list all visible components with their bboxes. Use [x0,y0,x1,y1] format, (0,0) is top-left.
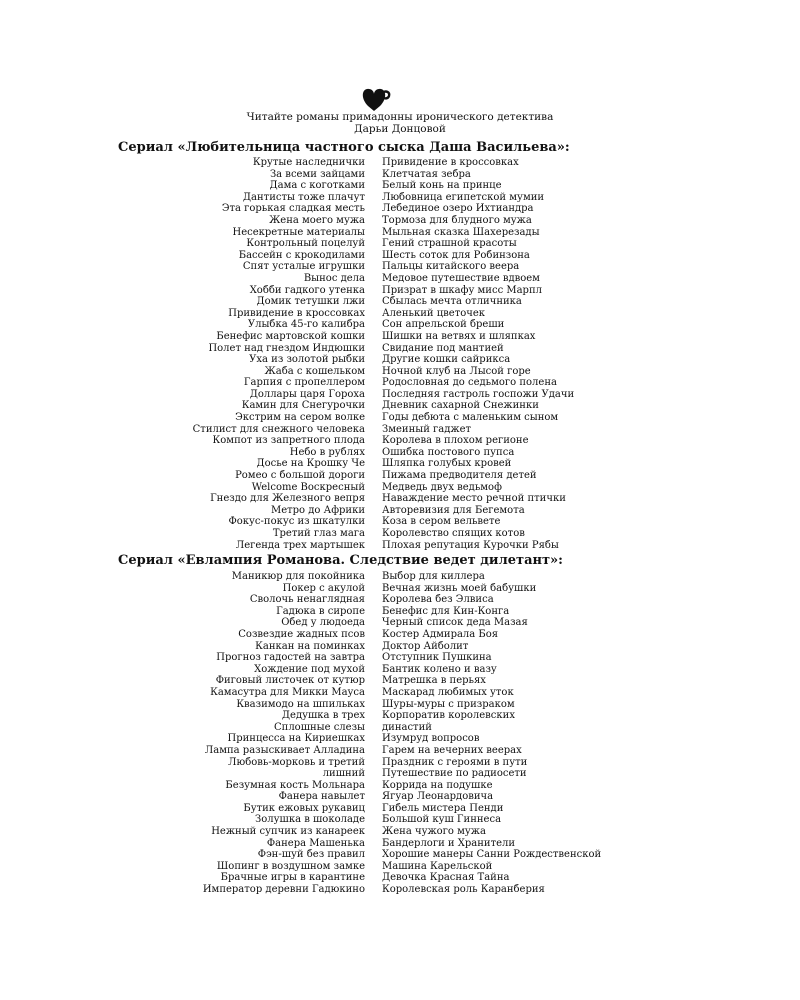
book-title-left: Welcome Воскресный [251,481,365,493]
book-title-right: Маскарад любимых уток [382,686,514,698]
book-title-left: Маникюр для покойника [231,571,365,582]
title-row [150,814,650,826]
book-title-right: Коза в сером вельвете [382,516,501,528]
heart-logo-icon [360,84,394,112]
book-title-left: Фэн-шуй без правил [257,849,365,861]
book-title-right: Белый конь на принце [382,180,502,192]
book-title-right: Другие кошки сайрикса [382,354,511,366]
book-title-left: Вынос дела [303,272,365,284]
book-title-left: Покер с акулой [282,582,365,594]
book-title-right: Гарем на вечерних веерах [382,744,522,756]
series-heading-evlampia: Сериал «Евлампия Романова. Следствие ведет дилетант»: [118,553,563,568]
book-title-left: Шопинг в воздушном замке [216,860,365,872]
title-row [150,169,650,181]
book-title-right: Любовница египетской мумии [382,191,545,203]
book-title-right: Пижама предводителя детей [382,470,537,482]
title-row [150,768,650,780]
title-row [150,377,650,389]
book-title-left: Гнездо для Железного вепря [210,493,365,505]
title-row [150,331,650,343]
book-title-left: За всеми зайцами [269,168,365,180]
book-title-left: Камасутра для Микки Мауса [210,686,365,698]
title-row [150,412,650,424]
title-row [150,203,650,215]
book-title-left: Бенефис мартовской кошки [216,330,365,342]
book-title-left: Золушка в шоколаде [255,814,365,826]
book-title-right: Шляпка голубых кровей [382,458,512,470]
book-title-left: Домик тетушки лжи [256,296,365,308]
book-title-left: Квазимодо на шпильках [236,698,365,710]
book-title-right: Дневник сахарной Снежинки [382,400,539,412]
book-title-left: Третий глаз мага [272,528,365,539]
title-row [150,722,650,734]
book-title-right: Вечная жизнь моей бабушки [382,582,537,594]
title-row [150,540,650,552]
book-title-right: Пальцы китайского веера [382,261,520,273]
title-row [150,319,650,331]
book-title-right: Родословная до седьмого полена [382,377,557,389]
book-title-left: Сволочь ненаглядная [249,594,365,606]
book-title-right: Годы дебюта с маленьким сыном [382,412,559,424]
book-title-left: Полет над гнездом Индюшки [208,342,365,354]
title-row [150,710,650,722]
book-title-left: Лампа разыскивает Алладина [204,744,365,756]
title-row [150,884,650,896]
book-title-right: династий [382,721,432,733]
title-row [150,435,650,447]
title-row [150,192,650,204]
title-row [150,861,650,873]
title-row [150,571,650,583]
book-title-right: Ягуар Леонардовича [382,791,494,803]
book-title-right: Ночной клуб на Лысой горе [382,365,531,377]
intro-line: Читайте романы примадонны иронического детектива [246,111,554,123]
book-title-left: Крутые наследнички [252,157,365,168]
book-title-left: Жаба с кошельком [264,365,365,377]
title-row [150,482,650,494]
book-title-left: Камин для Снегурочки [241,400,365,412]
title-row [150,664,650,676]
book-title-left: Дама с коготками [269,180,365,192]
book-title-right: Шесть соток для Робинзона [382,249,530,261]
title-row [150,849,650,861]
book-title-left: Канкан на поминках [255,640,365,652]
book-title-right: Привидение в кроссовках [382,157,519,168]
title-row [150,687,650,699]
title-row [150,629,650,641]
title-row [150,470,650,482]
title-row [150,505,650,517]
title-row [150,838,650,850]
title-row [150,594,650,606]
title-row [150,180,650,192]
book-title-right: Королевство спящих котов [382,528,525,539]
book-title-right: Медовое путешествие вдвоем [382,272,540,284]
title-row [150,757,650,769]
book-title-right: Доктор Айболит [382,640,469,652]
book-title-right: Королева в плохом регионе [382,435,529,447]
book-title-left: Прогноз гадостей на завтра [216,652,365,664]
title-row [150,238,650,250]
book-title-left: Экстрим на сером волке [235,412,365,424]
book-title-right: Плохая репутация Курочки Рябы [382,539,559,551]
book-title-left: Безумная кость Мольнара [225,779,365,791]
book-title-right: Гибель мистера Пенди [382,802,504,814]
book-title-left: Спят усталые игрушки [242,261,365,273]
book-title-right: Выбор для киллера [382,571,485,582]
book-title-right: Бантик колено и вазу [382,663,497,675]
book-title-left: Брачные игры в карантине [220,872,365,884]
book-title-right: Свидание под мантией [382,342,504,354]
title-row [150,617,650,629]
title-row [150,516,650,528]
book-title-left: Жена моего мужа [269,214,365,226]
title-row [150,400,650,412]
book-title-right: Королевская роль Каранберия [382,884,545,896]
title-row [150,215,650,227]
book-title-right: Девочка Красная Тайна [382,872,510,884]
book-title-right: Мыльная сказка Шахерезады [382,226,540,238]
book-title-right: Хорошие манеры Санни Рождественской [382,849,602,861]
book-title-right: Костер Адмирала Боя [382,628,499,640]
book-title-left: Сплошные слезы [274,721,365,733]
book-title-left: Компот из запретного плода [212,435,365,447]
book-title-left: Доллары царя Гороха [249,388,365,400]
book-title-left: Ромео с большой дороги [235,470,365,482]
title-row [150,424,650,436]
book-title-left: Император деревни Гадюкино [202,884,365,896]
title-row [150,528,650,540]
book-title-left: Фанера Машенька [266,837,365,849]
book-title-right: Бенефис для Кин-Конга [382,605,510,617]
book-title-left: Гадюка в сиропе [276,605,365,617]
book-title-right: Медведь двух ведьмоф [382,481,502,493]
book-title-right: Призрат в шкафу мисс Марпл [382,284,542,296]
book-title-left: Улыбка 45-го калибра [247,319,365,331]
book-title-right: Ошибка постового пупса [382,446,515,458]
author-name: Дарьи Донцовой [354,123,446,135]
book-title-left: лишний [322,768,365,780]
book-title-right: Лебединое озеро Ихтиандра [382,203,534,215]
book-title-right: Последняя гастроль госпожи Удачи [382,388,575,400]
title-row [150,733,650,745]
book-title-right: Клетчатая зебра [382,168,471,180]
book-title-left: Гарпия с пропеллером [243,377,365,389]
series-list-dasha [150,157,650,551]
title-row [150,250,650,262]
book-title-left: Эта горькая сладкая месть [221,203,365,215]
book-title-left: Бассейн с крокодилами [238,249,365,261]
book-title-right: Путешествие по радиосети [382,768,527,780]
title-row [150,285,650,297]
book-title-right: Авторевизия для Бегемота [382,504,525,516]
book-title-left: Принцесса на Кириешках [227,733,365,745]
title-row [150,157,650,169]
book-title-right: Отступник Пушкина [382,652,492,664]
book-title-right: Королева без Элвиса [382,594,494,606]
book-title-right: Тормоза для блудного мужа [382,214,532,226]
book-title-right: Изумруд вопросов [382,733,480,745]
book-title-left: Обед у людоеда [281,617,365,629]
title-row [150,745,650,757]
title-row [150,675,650,687]
book-title-left: Фанера навылет [278,791,365,803]
title-row [150,354,650,366]
book-title-left: Хождение под мухой [254,663,365,675]
title-row [150,872,650,884]
title-row [150,308,650,320]
book-title-right: Шуры-муры с призраком [382,698,515,710]
book-title-left: Несекретные материалы [232,226,365,238]
book-title-right: Бандерлоги и Хранители [382,837,516,849]
title-row [150,458,650,470]
title-row [150,447,650,459]
book-title-left: Метро до Африки [270,504,365,516]
title-row [150,652,650,664]
book-title-left: Дантисты тоже плачут [242,191,365,203]
book-title-left: Привидение в кроссовках [228,307,365,319]
book-title-left: Бутик ежовых рукавиц [243,802,365,814]
series-list-evlampia [150,571,650,896]
book-title-left: Небо в рублях [289,446,365,458]
title-row [150,780,650,792]
book-title-left: Досье на Крошку Че [256,458,365,470]
title-row [150,366,650,378]
book-title-right: Жена чужого мужа [382,826,486,838]
book-title-left: Уха из золотой рыбки [249,354,365,366]
book-title-left: Фиговый листочек от кутюр [215,675,365,687]
book-title-left: Нежный супчик из канареек [211,826,365,838]
book-title-right: Аленький цветочек [382,307,486,319]
book-title-right: Гений страшной красоты [382,238,517,250]
series-heading-dasha: Сериал «Любительница частного сыска Даша Васильева»: [118,140,570,155]
book-title-right: Черный список деда Мазая [382,617,528,629]
book-title-right: Машина Карельской [382,860,493,872]
book-title-right: Наваждение место речной птички [382,493,566,505]
book-title-right: Змеиный гаджет [382,423,472,435]
book-title-left: Любовь-морковь и третий [228,756,365,768]
title-row [150,826,650,838]
book-title-left: Созвездие жадных псов [238,628,365,640]
book-title-left: Контрольный поцелуй [246,238,365,250]
book-title-left: Фокус-покус из шкатулки [228,516,365,528]
title-row [150,261,650,273]
book-title-right: Праздник с героями в пути [382,756,528,768]
title-row [150,791,650,803]
title-row [150,227,650,239]
book-title-right: Сбылась мечта отличника [382,296,522,308]
book-title-right: Шишки на ветвях и шляпках [382,330,536,342]
title-row [150,803,650,815]
book-title-right: Большой куш Гиннеса [382,814,502,826]
title-row [150,606,650,618]
title-row [150,493,650,505]
book-title-right: Корпоратив королевских [382,710,515,722]
book-title-right: Сон апрельской бреши [382,319,505,331]
title-row [150,273,650,285]
title-row [150,343,650,355]
book-title-left: Легенда трех мартышек [235,539,365,551]
book-title-right: Коррида на подушке [382,779,493,791]
title-row [150,389,650,401]
book-title-left: Дедушка в трех [281,710,365,722]
title-row [150,641,650,653]
book-title-left: Стилист для снежного человека [192,423,365,435]
title-row [150,699,650,711]
book-title-left: Хобби гадкого утенка [249,284,365,296]
title-row [150,583,650,595]
title-row [150,296,650,308]
book-title-right: Матрешка в перьях [382,675,486,687]
